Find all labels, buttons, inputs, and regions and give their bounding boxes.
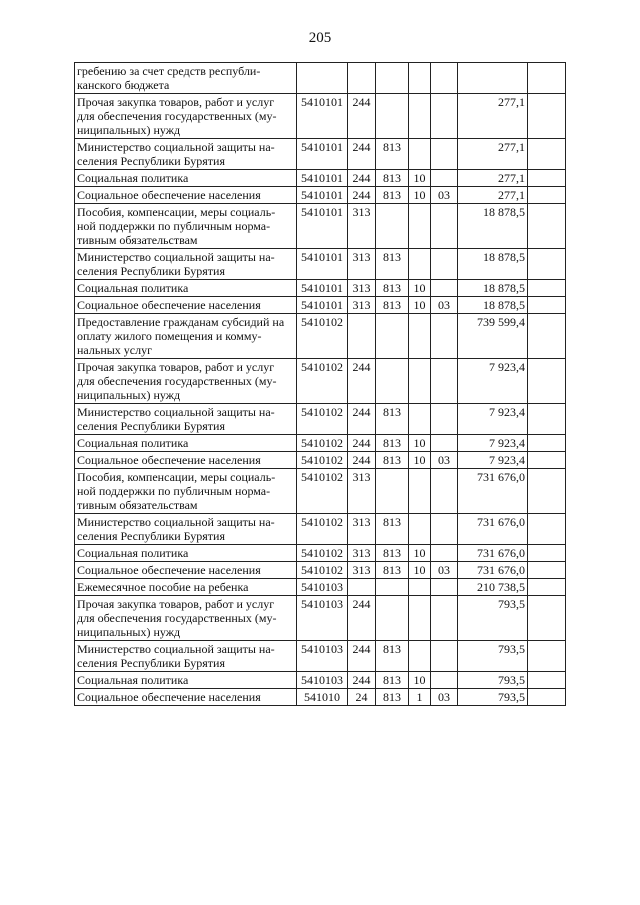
row-name-cell: Министерство социальной защиты на-селения Республики Бурятия: [75, 514, 297, 545]
subsection-code-cell: [431, 641, 458, 672]
section-code-cell: 10: [409, 297, 431, 314]
section-code-cell: 10: [409, 170, 431, 187]
table-row: [75, 469, 566, 514]
row-name-cell: Ежемесячное пособие на ребенка: [75, 579, 297, 596]
section-code-cell: 10: [409, 672, 431, 689]
empty-cell: [528, 280, 566, 297]
amount-cell: 18 878,5: [458, 280, 528, 297]
section-code-cell: [409, 249, 431, 280]
subsection-code-cell: 03: [431, 297, 458, 314]
ministry-code-cell: 813: [376, 452, 409, 469]
expense-type-cell: [348, 314, 376, 359]
table-row: [75, 672, 566, 689]
ministry-code-cell: [376, 359, 409, 404]
subsection-code-cell: [431, 170, 458, 187]
table-row: [75, 359, 566, 404]
empty-cell: [528, 596, 566, 641]
amount-cell: 731 676,0: [458, 545, 528, 562]
ministry-code-cell: [376, 596, 409, 641]
section-code-cell: [409, 359, 431, 404]
empty-cell: [528, 63, 566, 94]
ministry-code-cell: 813: [376, 545, 409, 562]
row-name-cell: Социальное обеспечение населения: [75, 452, 297, 469]
target-article-code-cell: 5410101: [297, 170, 348, 187]
amount-cell: 18 878,5: [458, 249, 528, 280]
empty-cell: [528, 579, 566, 596]
expense-type-cell: 313: [348, 469, 376, 514]
amount-cell: 731 676,0: [458, 514, 528, 545]
budget-table: [74, 62, 566, 706]
table-row: [75, 280, 566, 297]
expense-type-cell: 313: [348, 204, 376, 249]
amount-cell: 731 676,0: [458, 469, 528, 514]
empty-cell: [528, 689, 566, 706]
amount-cell: 793,5: [458, 689, 528, 706]
empty-cell: [528, 404, 566, 435]
subsection-code-cell: 03: [431, 187, 458, 204]
table-row: [75, 187, 566, 204]
empty-cell: [528, 204, 566, 249]
section-code-cell: 10: [409, 452, 431, 469]
table-row: [75, 170, 566, 187]
table-row: [75, 297, 566, 314]
row-name-cell: Социальная политика: [75, 170, 297, 187]
expense-type-cell: 313: [348, 297, 376, 314]
ministry-code-cell: 813: [376, 672, 409, 689]
ministry-code-cell: [376, 94, 409, 139]
ministry-code-cell: 813: [376, 689, 409, 706]
subsection-code-cell: [431, 435, 458, 452]
ministry-code-cell: 813: [376, 187, 409, 204]
target-article-code-cell: 5410101: [297, 280, 348, 297]
target-article-code-cell: 5410101: [297, 204, 348, 249]
target-article-code-cell: 5410102: [297, 359, 348, 404]
ministry-code-cell: 813: [376, 641, 409, 672]
expense-type-cell: 244: [348, 641, 376, 672]
subsection-code-cell: [431, 204, 458, 249]
amount-cell: 731 676,0: [458, 562, 528, 579]
row-name-cell: Прочая закупка товаров, работ и услуг для обеспечения государственных (му-ниципальных) нужд: [75, 94, 297, 139]
row-name-cell: Пособия, компенсации, меры социаль-ной поддержки по публичным норма-тивным обязательствам: [75, 469, 297, 514]
empty-cell: [528, 170, 566, 187]
target-article-code-cell: 5410101: [297, 94, 348, 139]
row-name-cell: Социальное обеспечение населения: [75, 562, 297, 579]
page-number: 205: [308, 30, 332, 46]
expense-type-cell: 244: [348, 139, 376, 170]
subsection-code-cell: [431, 280, 458, 297]
row-name-cell: Прочая закупка товаров, работ и услуг для обеспечения государственных (му-ниципальных) нужд: [75, 359, 297, 404]
section-code-cell: 10: [409, 187, 431, 204]
target-article-code-cell: 5410102: [297, 314, 348, 359]
section-code-cell: [409, 139, 431, 170]
amount-cell: 7 923,4: [458, 359, 528, 404]
row-name-cell: Социальное обеспечение населения: [75, 689, 297, 706]
row-name-cell: Социальная политика: [75, 435, 297, 452]
expense-type-cell: 244: [348, 187, 376, 204]
amount-cell: 7 923,4: [458, 404, 528, 435]
expense-type-cell: [348, 63, 376, 94]
target-article-code-cell: 5410103: [297, 641, 348, 672]
amount-cell: 277,1: [458, 170, 528, 187]
subsection-code-cell: [431, 514, 458, 545]
table-row: [75, 204, 566, 249]
empty-cell: [528, 359, 566, 404]
ministry-code-cell: 813: [376, 249, 409, 280]
table-row: [75, 94, 566, 139]
ministry-code-cell: [376, 579, 409, 596]
row-name-cell: Социальная политика: [75, 280, 297, 297]
table-row: [75, 314, 566, 359]
target-article-code-cell: 5410101: [297, 139, 348, 170]
target-article-code-cell: 5410103: [297, 596, 348, 641]
subsection-code-cell: [431, 579, 458, 596]
subsection-code-cell: [431, 314, 458, 359]
amount-cell: 739 599,4: [458, 314, 528, 359]
subsection-code-cell: [431, 404, 458, 435]
ministry-code-cell: [376, 314, 409, 359]
subsection-code-cell: [431, 94, 458, 139]
empty-cell: [528, 562, 566, 579]
expense-type-cell: 244: [348, 596, 376, 641]
subsection-code-cell: 03: [431, 562, 458, 579]
budget-table-body: [75, 63, 566, 706]
subsection-code-cell: 03: [431, 452, 458, 469]
section-code-cell: [409, 314, 431, 359]
empty-cell: [528, 641, 566, 672]
expense-type-cell: [348, 579, 376, 596]
ministry-code-cell: [376, 469, 409, 514]
row-name-cell: Социальное обеспечение населения: [75, 187, 297, 204]
empty-cell: [528, 452, 566, 469]
target-article-code-cell: 5410101: [297, 187, 348, 204]
table-row: [75, 596, 566, 641]
row-name-cell: Министерство социальной защиты на-селения Республики Бурятия: [75, 404, 297, 435]
expense-type-cell: 244: [348, 435, 376, 452]
target-article-code-cell: 5410103: [297, 672, 348, 689]
ministry-code-cell: [376, 63, 409, 94]
target-article-code-cell: 541010: [297, 689, 348, 706]
table-row: [75, 641, 566, 672]
section-code-cell: 10: [409, 435, 431, 452]
empty-cell: [528, 187, 566, 204]
subsection-code-cell: [431, 596, 458, 641]
amount-cell: 277,1: [458, 187, 528, 204]
empty-cell: [528, 514, 566, 545]
section-code-cell: 10: [409, 545, 431, 562]
section-code-cell: [409, 641, 431, 672]
ministry-code-cell: 813: [376, 435, 409, 452]
subsection-code-cell: [431, 139, 458, 170]
subsection-code-cell: [431, 359, 458, 404]
amount-cell: 793,5: [458, 672, 528, 689]
table-row: [75, 689, 566, 706]
subsection-code-cell: [431, 469, 458, 514]
amount-cell: 7 923,4: [458, 452, 528, 469]
ministry-code-cell: 813: [376, 404, 409, 435]
section-code-cell: [409, 204, 431, 249]
expense-type-cell: 24: [348, 689, 376, 706]
expense-type-cell: 244: [348, 170, 376, 187]
empty-cell: [528, 94, 566, 139]
target-article-code-cell: 5410102: [297, 545, 348, 562]
table-row: [75, 579, 566, 596]
section-code-cell: [409, 514, 431, 545]
row-name-cell: Министерство социальной защиты на-селения Республики Бурятия: [75, 139, 297, 170]
empty-cell: [528, 672, 566, 689]
row-name-cell: Социальная политика: [75, 672, 297, 689]
target-article-code-cell: 5410102: [297, 469, 348, 514]
empty-cell: [528, 469, 566, 514]
section-code-cell: 1: [409, 689, 431, 706]
row-name-cell: Социальное обеспечение населения: [75, 297, 297, 314]
target-article-code-cell: 5410101: [297, 297, 348, 314]
amount-cell: 793,5: [458, 596, 528, 641]
section-code-cell: [409, 94, 431, 139]
subsection-code-cell: 03: [431, 689, 458, 706]
section-code-cell: [409, 596, 431, 641]
expense-type-cell: 313: [348, 280, 376, 297]
section-code-cell: [409, 63, 431, 94]
amount-cell: 18 878,5: [458, 204, 528, 249]
table-row: [75, 404, 566, 435]
subsection-code-cell: [431, 545, 458, 562]
section-code-cell: 10: [409, 280, 431, 297]
subsection-code-cell: [431, 63, 458, 94]
ministry-code-cell: 813: [376, 170, 409, 187]
empty-cell: [528, 297, 566, 314]
expense-type-cell: 244: [348, 672, 376, 689]
amount-cell: 7 923,4: [458, 435, 528, 452]
target-article-code-cell: [297, 63, 348, 94]
table-row: [75, 139, 566, 170]
expense-type-cell: 244: [348, 94, 376, 139]
expense-type-cell: 313: [348, 545, 376, 562]
table-row: [75, 63, 566, 94]
expense-type-cell: 313: [348, 514, 376, 545]
table-row: [75, 514, 566, 545]
table-row: [75, 452, 566, 469]
empty-cell: [528, 314, 566, 359]
expense-type-cell: 313: [348, 562, 376, 579]
target-article-code-cell: 5410102: [297, 452, 348, 469]
target-article-code-cell: 5410102: [297, 404, 348, 435]
section-code-cell: 10: [409, 562, 431, 579]
expense-type-cell: 244: [348, 404, 376, 435]
expense-type-cell: 313: [348, 249, 376, 280]
amount-cell: 277,1: [458, 94, 528, 139]
amount-cell: 210 738,5: [458, 579, 528, 596]
amount-cell: [458, 63, 528, 94]
target-article-code-cell: 5410102: [297, 514, 348, 545]
row-name-cell: Прочая закупка товаров, работ и услуг для обеспечения государственных (му-ниципальных) нужд: [75, 596, 297, 641]
ministry-code-cell: 813: [376, 139, 409, 170]
table-row: [75, 249, 566, 280]
ministry-code-cell: [376, 204, 409, 249]
row-name-cell: Пособия, компенсации, меры социаль-ной поддержки по публичным норма-тивным обязательствам: [75, 204, 297, 249]
row-name-cell: Министерство социальной защиты на-селения Республики Бурятия: [75, 641, 297, 672]
row-name-cell: Министерство социальной защиты на-селения Республики Бурятия: [75, 249, 297, 280]
subsection-code-cell: [431, 672, 458, 689]
row-name-cell: Социальная политика: [75, 545, 297, 562]
ministry-code-cell: 813: [376, 562, 409, 579]
row-name-cell: Предоставление гражданам субсидий на оплату жилого помещения и комму-нальных услуг: [75, 314, 297, 359]
empty-cell: [528, 139, 566, 170]
table-row: [75, 435, 566, 452]
ministry-code-cell: 813: [376, 514, 409, 545]
table-row: [75, 545, 566, 562]
expense-type-cell: 244: [348, 359, 376, 404]
section-code-cell: [409, 404, 431, 435]
expense-type-cell: 244: [348, 452, 376, 469]
empty-cell: [528, 435, 566, 452]
row-name-cell: гребению за счет средств республи-канского бюджета: [75, 63, 297, 94]
amount-cell: 18 878,5: [458, 297, 528, 314]
section-code-cell: [409, 579, 431, 596]
target-article-code-cell: 5410102: [297, 435, 348, 452]
target-article-code-cell: 5410102: [297, 562, 348, 579]
ministry-code-cell: 813: [376, 280, 409, 297]
amount-cell: 793,5: [458, 641, 528, 672]
empty-cell: [528, 249, 566, 280]
table-row: [75, 562, 566, 579]
target-article-code-cell: 5410103: [297, 579, 348, 596]
amount-cell: 277,1: [458, 139, 528, 170]
target-article-code-cell: 5410101: [297, 249, 348, 280]
ministry-code-cell: 813: [376, 297, 409, 314]
empty-cell: [528, 545, 566, 562]
section-code-cell: [409, 469, 431, 514]
subsection-code-cell: [431, 249, 458, 280]
